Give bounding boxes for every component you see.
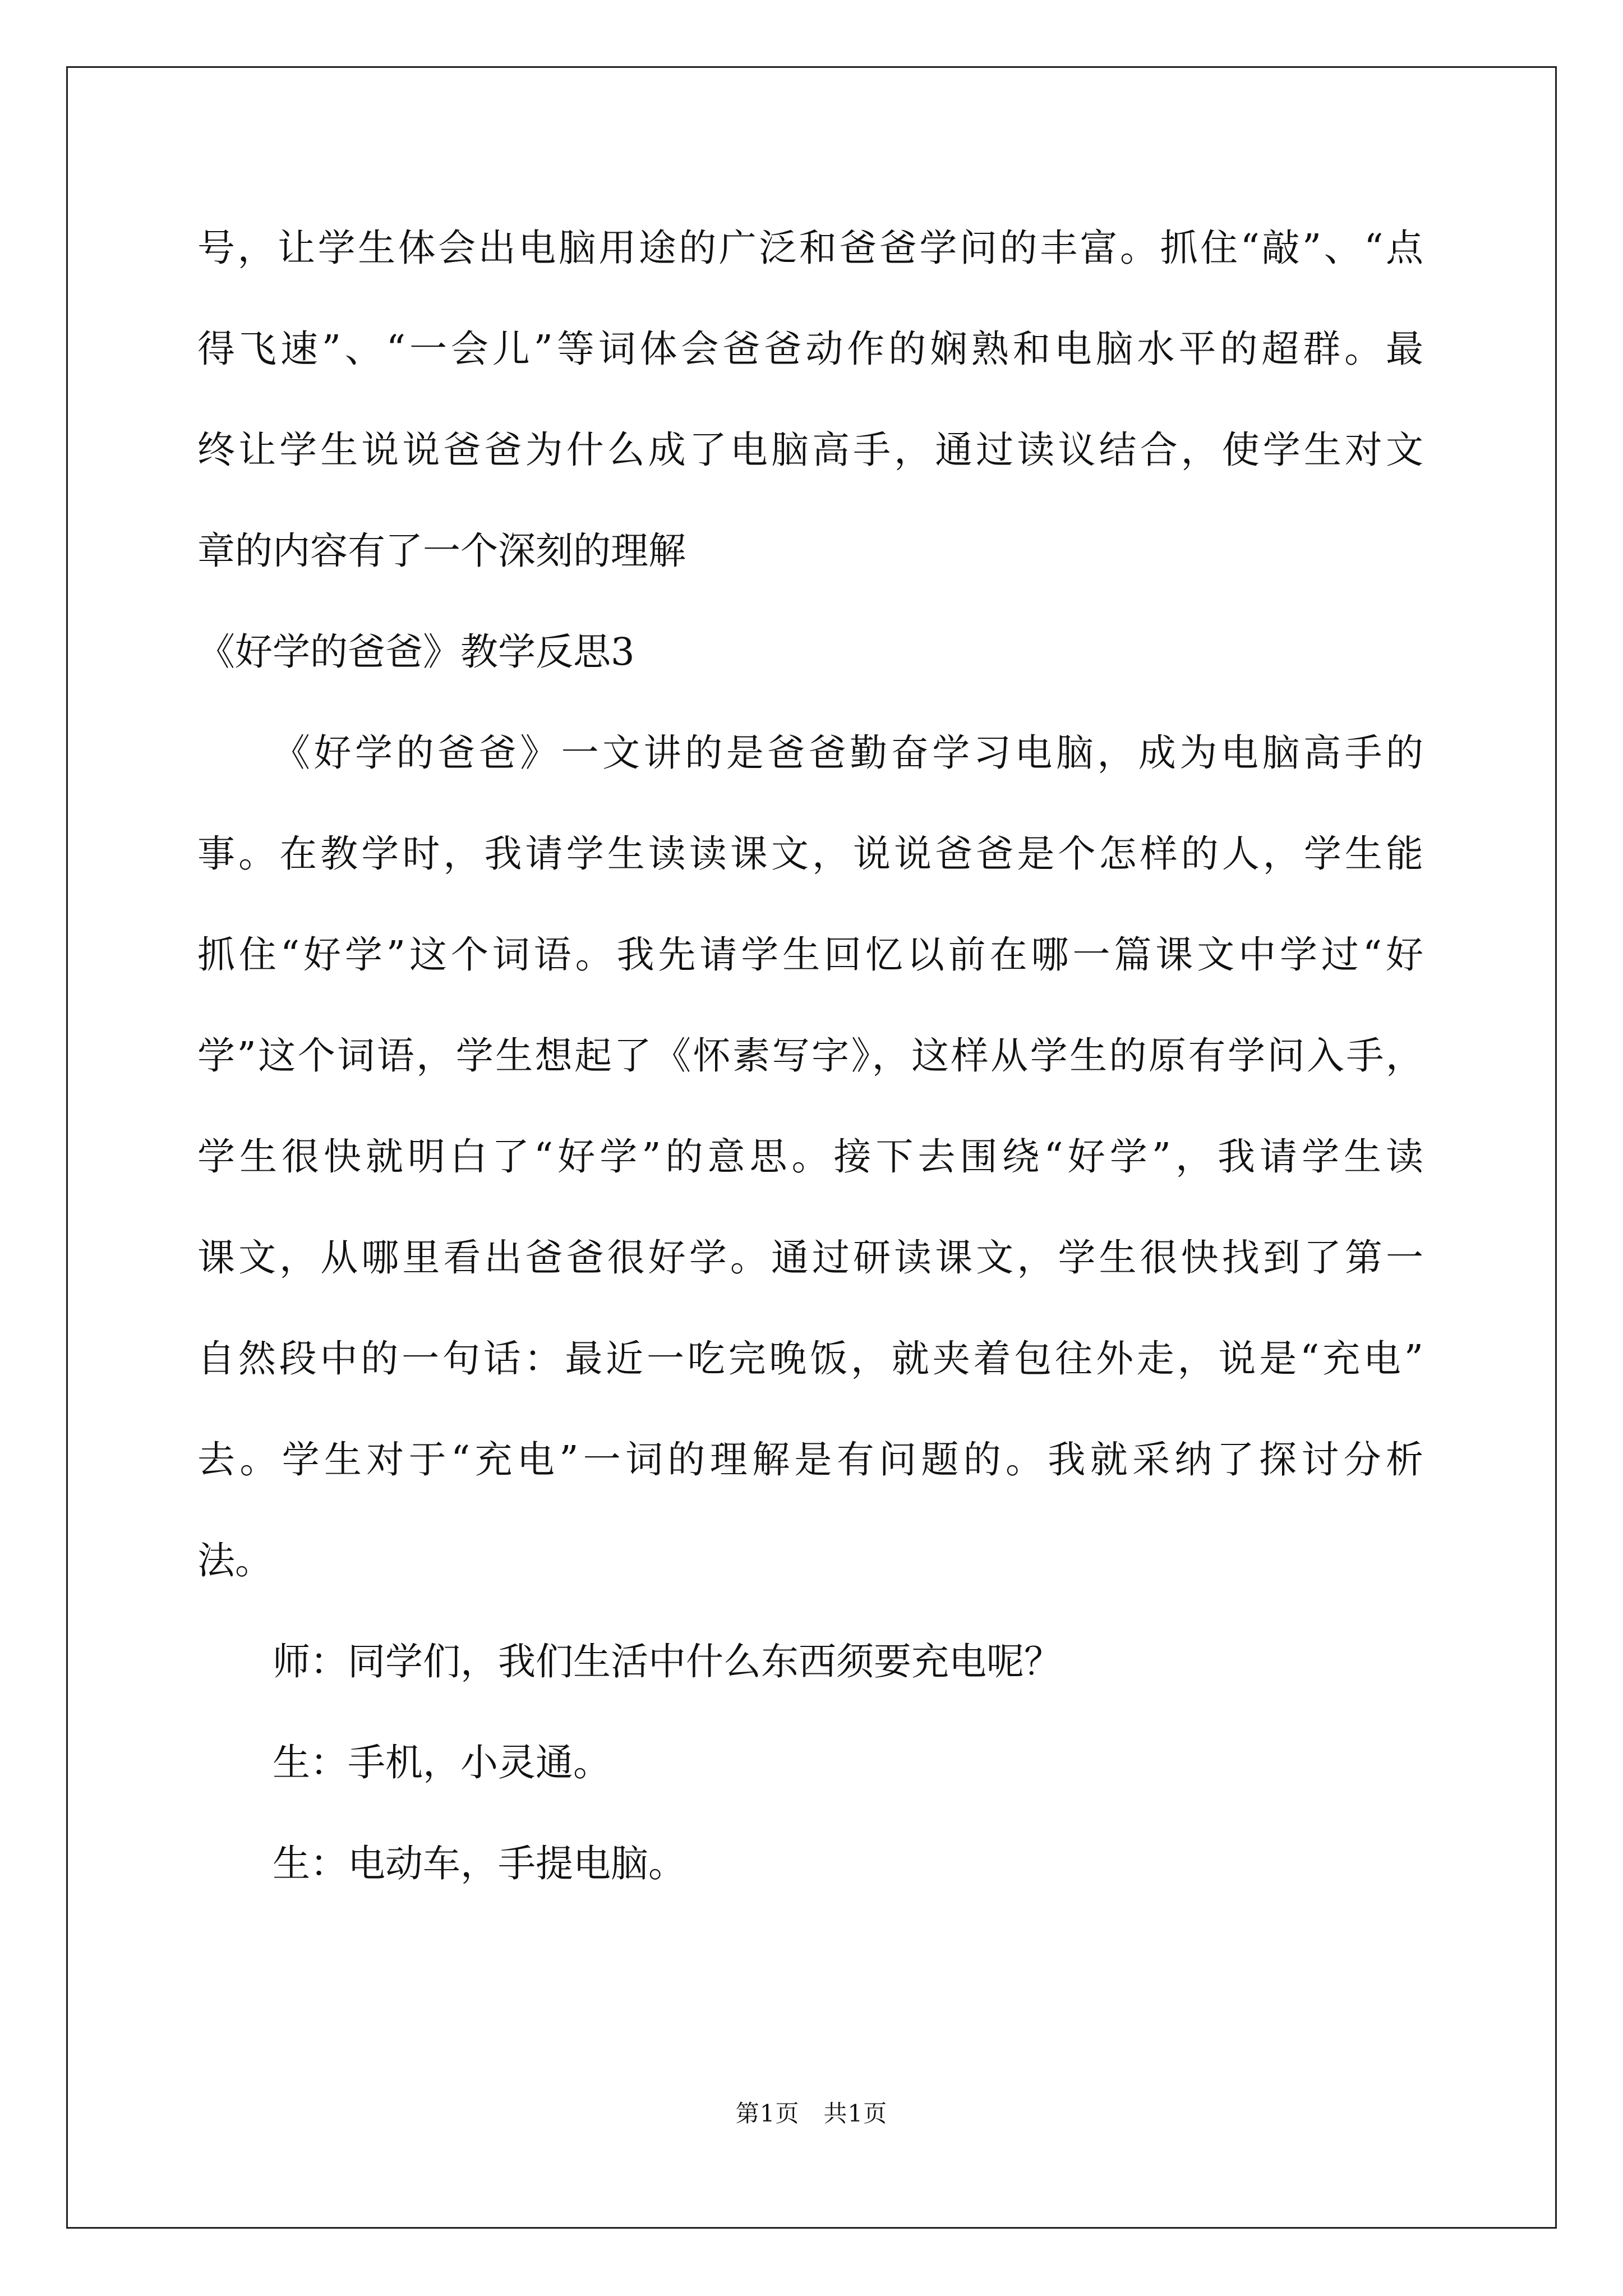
paragraph-line: 《好学的爸爸》一文讲的是爸爸勤奋学习电脑，成为电脑高手的 [273,731,1423,775]
paragraph-line: 法。 [197,1539,273,1582]
paragraph-line: 抓住“好学”这个词语。我先请学生回忆以前在哪一篇课文中学过“好 [197,933,1423,977]
paragraph-line: 学”这个词语，学生想起了《怀素写字》，这样从学生的原有学问入手， [197,1034,1423,1078]
section-heading: 《好学的爸爸》教学反思3 [197,630,635,674]
paragraph-line: 号，让学生体会出电脑用途的广泛和爸爸学问的丰富。抓住“敲”、“点 [197,226,1423,270]
page-number: 第1页 共1页 [735,2100,888,2127]
paragraph-line: 终让学生说说爸爸为什么成了电脑高手，通过读议结合，使学生对文 [197,428,1423,472]
paragraph-line: 章的内容有了一个深刻的理解 [197,529,686,573]
paragraph-line: 去。学生对于“充电”一词的理解是有问题的。我就采纳了探讨分析 [197,1438,1423,1481]
paragraph-line: 学生很快就明白了“好学”的意思。接下去围绕“好学”，我请学生读 [197,1135,1423,1179]
paragraph-line: 得飞速”、“一会儿”等词体会爸爸动作的娴熟和电脑水平的超群。最 [197,327,1423,371]
paragraph-line: 事。在教学时，我请学生读读课文，说说爸爸是个怎样的人，学生能 [197,832,1423,876]
dialogue-line: 生：电动车，手提电脑。 [273,1842,686,1885]
dialogue-line: 师：同学们，我们生活中什么东西须要充电呢？ [273,1640,1062,1683]
paragraph-line: 课文，从哪里看出爸爸很好学。通过研读课文，学生很快找到了第一 [197,1236,1423,1280]
dialogue-line: 生：手机，小灵通。 [273,1741,611,1784]
paragraph-line: 自然段中的一句话：最近一吃完晚饭，就夹着包往外走，说是“充电” [197,1337,1423,1381]
